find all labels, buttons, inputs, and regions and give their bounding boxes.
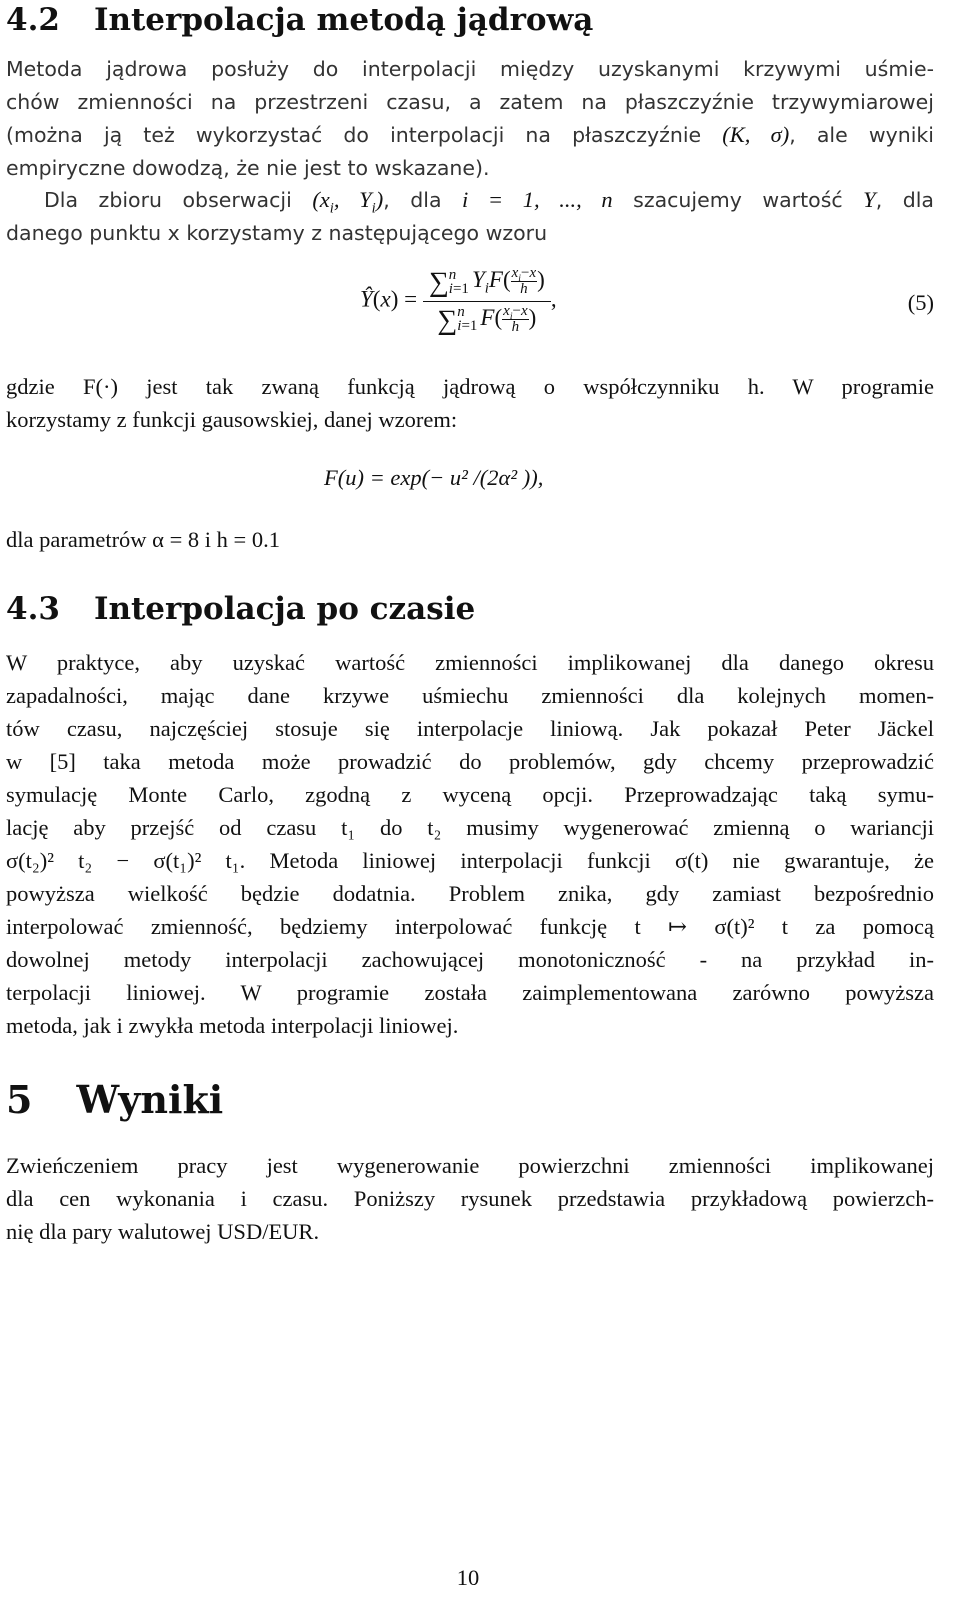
section-title: Wyniki [76, 1077, 224, 1122]
paragraph-line: empiryczne dowodzą, że nie jest to wskazane). [6, 156, 490, 180]
paragraph-text: szacujemy wartość [633, 188, 843, 212]
paragraph-line: danego punktu x korzystamy z następującego wzoru [6, 221, 548, 245]
paragraph-line: zapadalności, mając dane krzywe uśmiechu zmienności dla kolejnych momen- [6, 683, 934, 708]
equation-number: (5) [907, 290, 934, 315]
equation-5: Ŷ(x) = ∑n i=1 $Y_iF$( $\frac{x_i-x}{h}$ ) ∑n i=1 F( $\frac{x_i-x}{h}$ ) , [360, 265, 557, 336]
section-number: 5 [6, 1077, 33, 1122]
paragraph-line: tów czasu, najczęściej stosuje się interpolacje liniową. Jak pokazał Peter Jäckel [6, 716, 934, 741]
paragraph-line: dla parametrów α = 8 i h = 0.1 [6, 527, 280, 552]
paragraph-line: chów zmienności na przestrzeni czasu, a zatem na płaszczyźnie trzywymiarowej [6, 90, 934, 114]
paragraph-line: metoda, jak i zwykła metoda interpolacji liniowej. [6, 1013, 459, 1038]
section-heading-4-3 [6, 591, 475, 627]
section-title: Interpolacja metodą jądrową [93, 2, 594, 38]
page-number: 10 [456, 1565, 480, 1590]
paragraph-line: gdzie F(·) jest tak zwaną funkcją jądrową o współczynniku h. W programie [6, 374, 934, 399]
paragraph-line: Zwieńczeniem pracy jest wygenerowanie powierzchni zmienności implikowanej [6, 1153, 934, 1178]
paragraph-line: lację aby przejść od czasu t₁ do t₂ musimy wygenerować zmienną o wariancji [6, 815, 934, 840]
paragraph-line: terpolacji liniowej. W programie została zaimplementowana zarówno powyższa [6, 980, 934, 1005]
paragraph-text: Dla zbioru obserwacji [44, 188, 292, 212]
paragraph-line: interpolować zmienność, będziemy interpolować funkcję t ↦ σ(t)² t za pomocą [6, 914, 934, 939]
paragraph-line: σ(t₂)² t₂ − σ(t₁)² t₁. Metoda liniowej interpolacji funkcji σ(t) nie gwarantuje, że [6, 848, 934, 873]
section-title: Interpolacja po czasie [93, 591, 476, 627]
paragraph-line: powyższa wielkość będzie dodatnia. Problem znika, gdy zamiast bezpośrednio [6, 881, 934, 906]
section-heading-4-2 [6, 2, 593, 38]
gauss-formula: F(u) = exp(− u² /(2α² )), [324, 465, 544, 490]
paragraph-line: korzystamy z funkcji gausowskiej, danej wzorem: [6, 407, 458, 432]
paragraph-line: w [5] taka metoda może prowadzić do problemów, gdy chcemy przeprowadzić [6, 749, 934, 774]
paragraph-line: dowolnej metody interpolacji zachowującej monotoniczność - na przykład in- [6, 947, 934, 972]
paragraph-line: nię dla pary walutowej USD/EUR. [6, 1219, 320, 1244]
paragraph-line: dla cen wykonania i czasu. Poniższy rysunek przedstawia przykładową powierzch- [6, 1186, 934, 1211]
section-number: 4.3 [6, 591, 60, 627]
paragraph-line: symulację Monte Carlo, zgodną z wyceną opcji. Przeprowadzając taką symu- [6, 782, 934, 807]
paragraph-text: , ale wyniki [789, 123, 934, 147]
paragraph-line: (można ją też wykorzystać do interpolacji na płaszczyźnie (K, σ), ale wyniki [6, 122, 934, 147]
section-heading-5 [6, 1078, 223, 1122]
equation-fraction: ∑n i=1 $Y_iF$( $\frac{x_i-x}{h}$ ) ∑n i=1 F( $\frac{x_i-x}{h}$ ) [423, 266, 551, 337]
paragraph-text: (można ją też wykorzystać do interpolacji na płaszczyźnie [6, 123, 702, 147]
paragraph-text: , dla [383, 188, 442, 212]
paragraph-line: Dla zbioru obserwacji ($x_i$, $Y_i$), dla i = 1, ..., n szacujemy wartość Y, dla [44, 187, 934, 217]
paragraph-text: , dla [875, 188, 934, 212]
paragraph-line: Metoda jądrowa posłuży do interpolacji między uzyskanymi krzywymi uśmie- [6, 57, 934, 81]
paragraph-line: W praktyce, aby uzyskać wartość zmienności implikowanej dla danego okresu [6, 650, 934, 675]
section-number: 4.2 [6, 2, 60, 38]
